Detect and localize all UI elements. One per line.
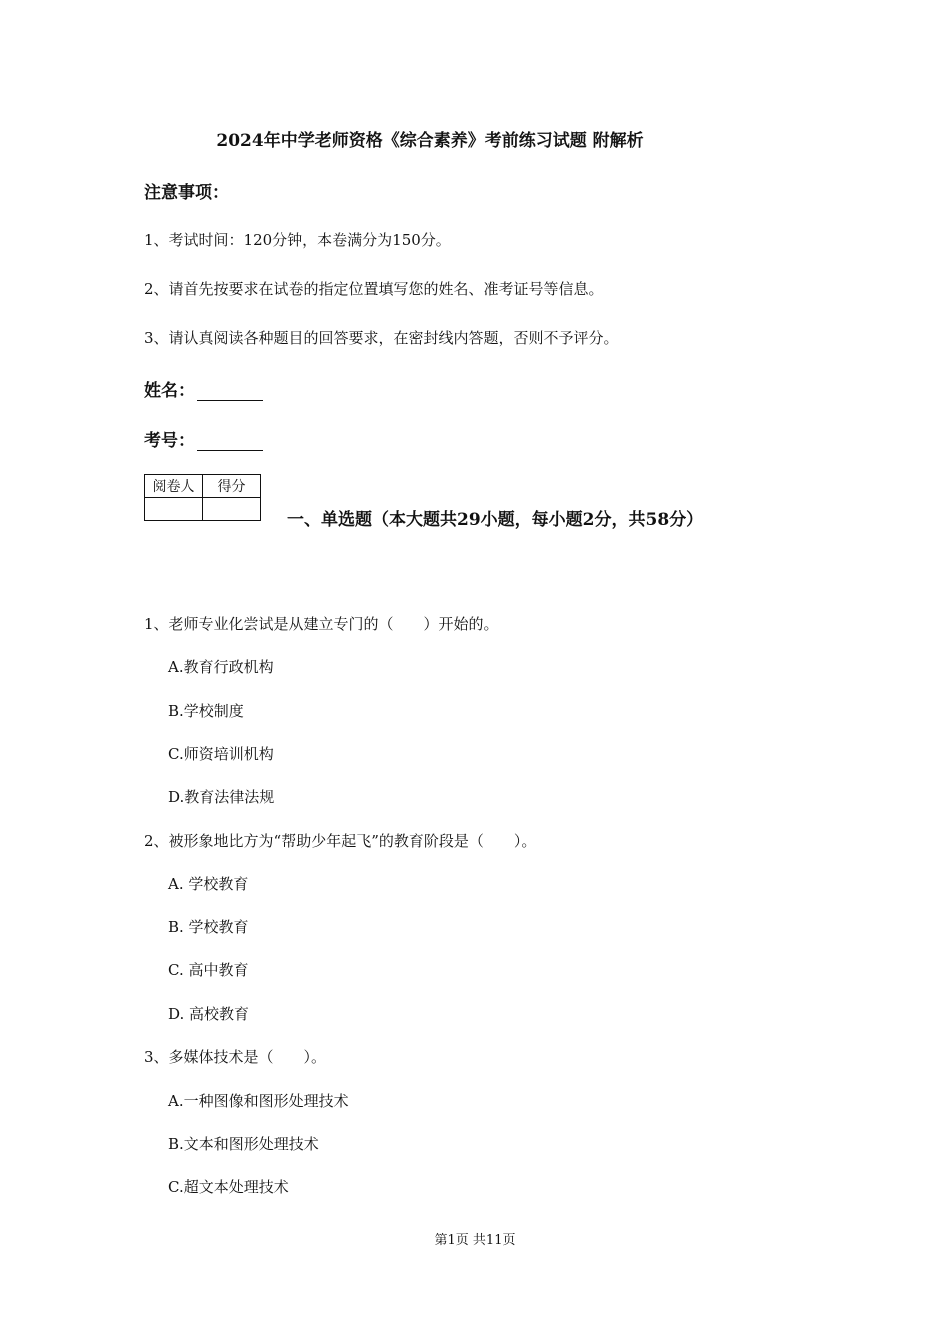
notice-item: 2、请首先按要求在试卷的指定位置填写您的姓名、准考证号等信息。 bbox=[144, 280, 604, 298]
question-stem: 2、被形象地比方为“帮助少年起飞”的教育阶段是（ ）。 bbox=[144, 832, 537, 850]
section-title: 一、单选题（本大题共29小题，每小题2分，共58分） bbox=[287, 510, 704, 530]
notice-heading: 注意事项： bbox=[144, 183, 229, 203]
score-table-cell-grader bbox=[145, 498, 203, 521]
exam-id-blank[interactable] bbox=[197, 436, 263, 451]
score-table bbox=[144, 474, 261, 521]
question-option: D.教育法律法规 bbox=[168, 788, 275, 806]
question-option: C.超文本处理技术 bbox=[168, 1178, 289, 1196]
question-option: A.一种图像和图形处理技术 bbox=[168, 1092, 349, 1110]
name-field bbox=[144, 376, 263, 401]
score-table-cell-score bbox=[203, 498, 261, 521]
question-option: C.师资培训机构 bbox=[168, 745, 274, 763]
question-option: B.学校制度 bbox=[168, 702, 244, 720]
question-stem: 3、多媒体技术是（ ）。 bbox=[144, 1048, 327, 1066]
notice-item: 1、考试时间：120分钟，本卷满分为150分。 bbox=[144, 231, 451, 249]
question-option: C. 高中教育 bbox=[168, 961, 249, 979]
question-stem: 1、老师专业化尝试是从建立专门的（ ）开始的。 bbox=[144, 615, 499, 633]
notice-item: 3、请认真阅读各种题目的回答要求，在密封线内答题，否则不予评分。 bbox=[144, 329, 619, 347]
exam-id-field bbox=[144, 426, 263, 451]
page-footer: 第1页 共11页 bbox=[434, 1233, 516, 1248]
name-label: 姓名： bbox=[144, 381, 195, 401]
exam-id-label: 考号： bbox=[144, 431, 195, 451]
question-option: A.教育行政机构 bbox=[168, 658, 274, 676]
document-title: 2024年中学老师资格《综合素养》考前练习试题 附解析 bbox=[216, 131, 644, 151]
question-option: A. 学校教育 bbox=[168, 875, 249, 893]
question-option: B. 学校教育 bbox=[168, 918, 249, 936]
question-option: D. 高校教育 bbox=[168, 1005, 250, 1023]
question-option: B.文本和图形处理技术 bbox=[168, 1135, 319, 1153]
score-table-header-grader: 阅卷人 bbox=[145, 475, 203, 498]
score-table-header-score: 得分 bbox=[203, 475, 261, 498]
name-blank[interactable] bbox=[197, 386, 263, 401]
